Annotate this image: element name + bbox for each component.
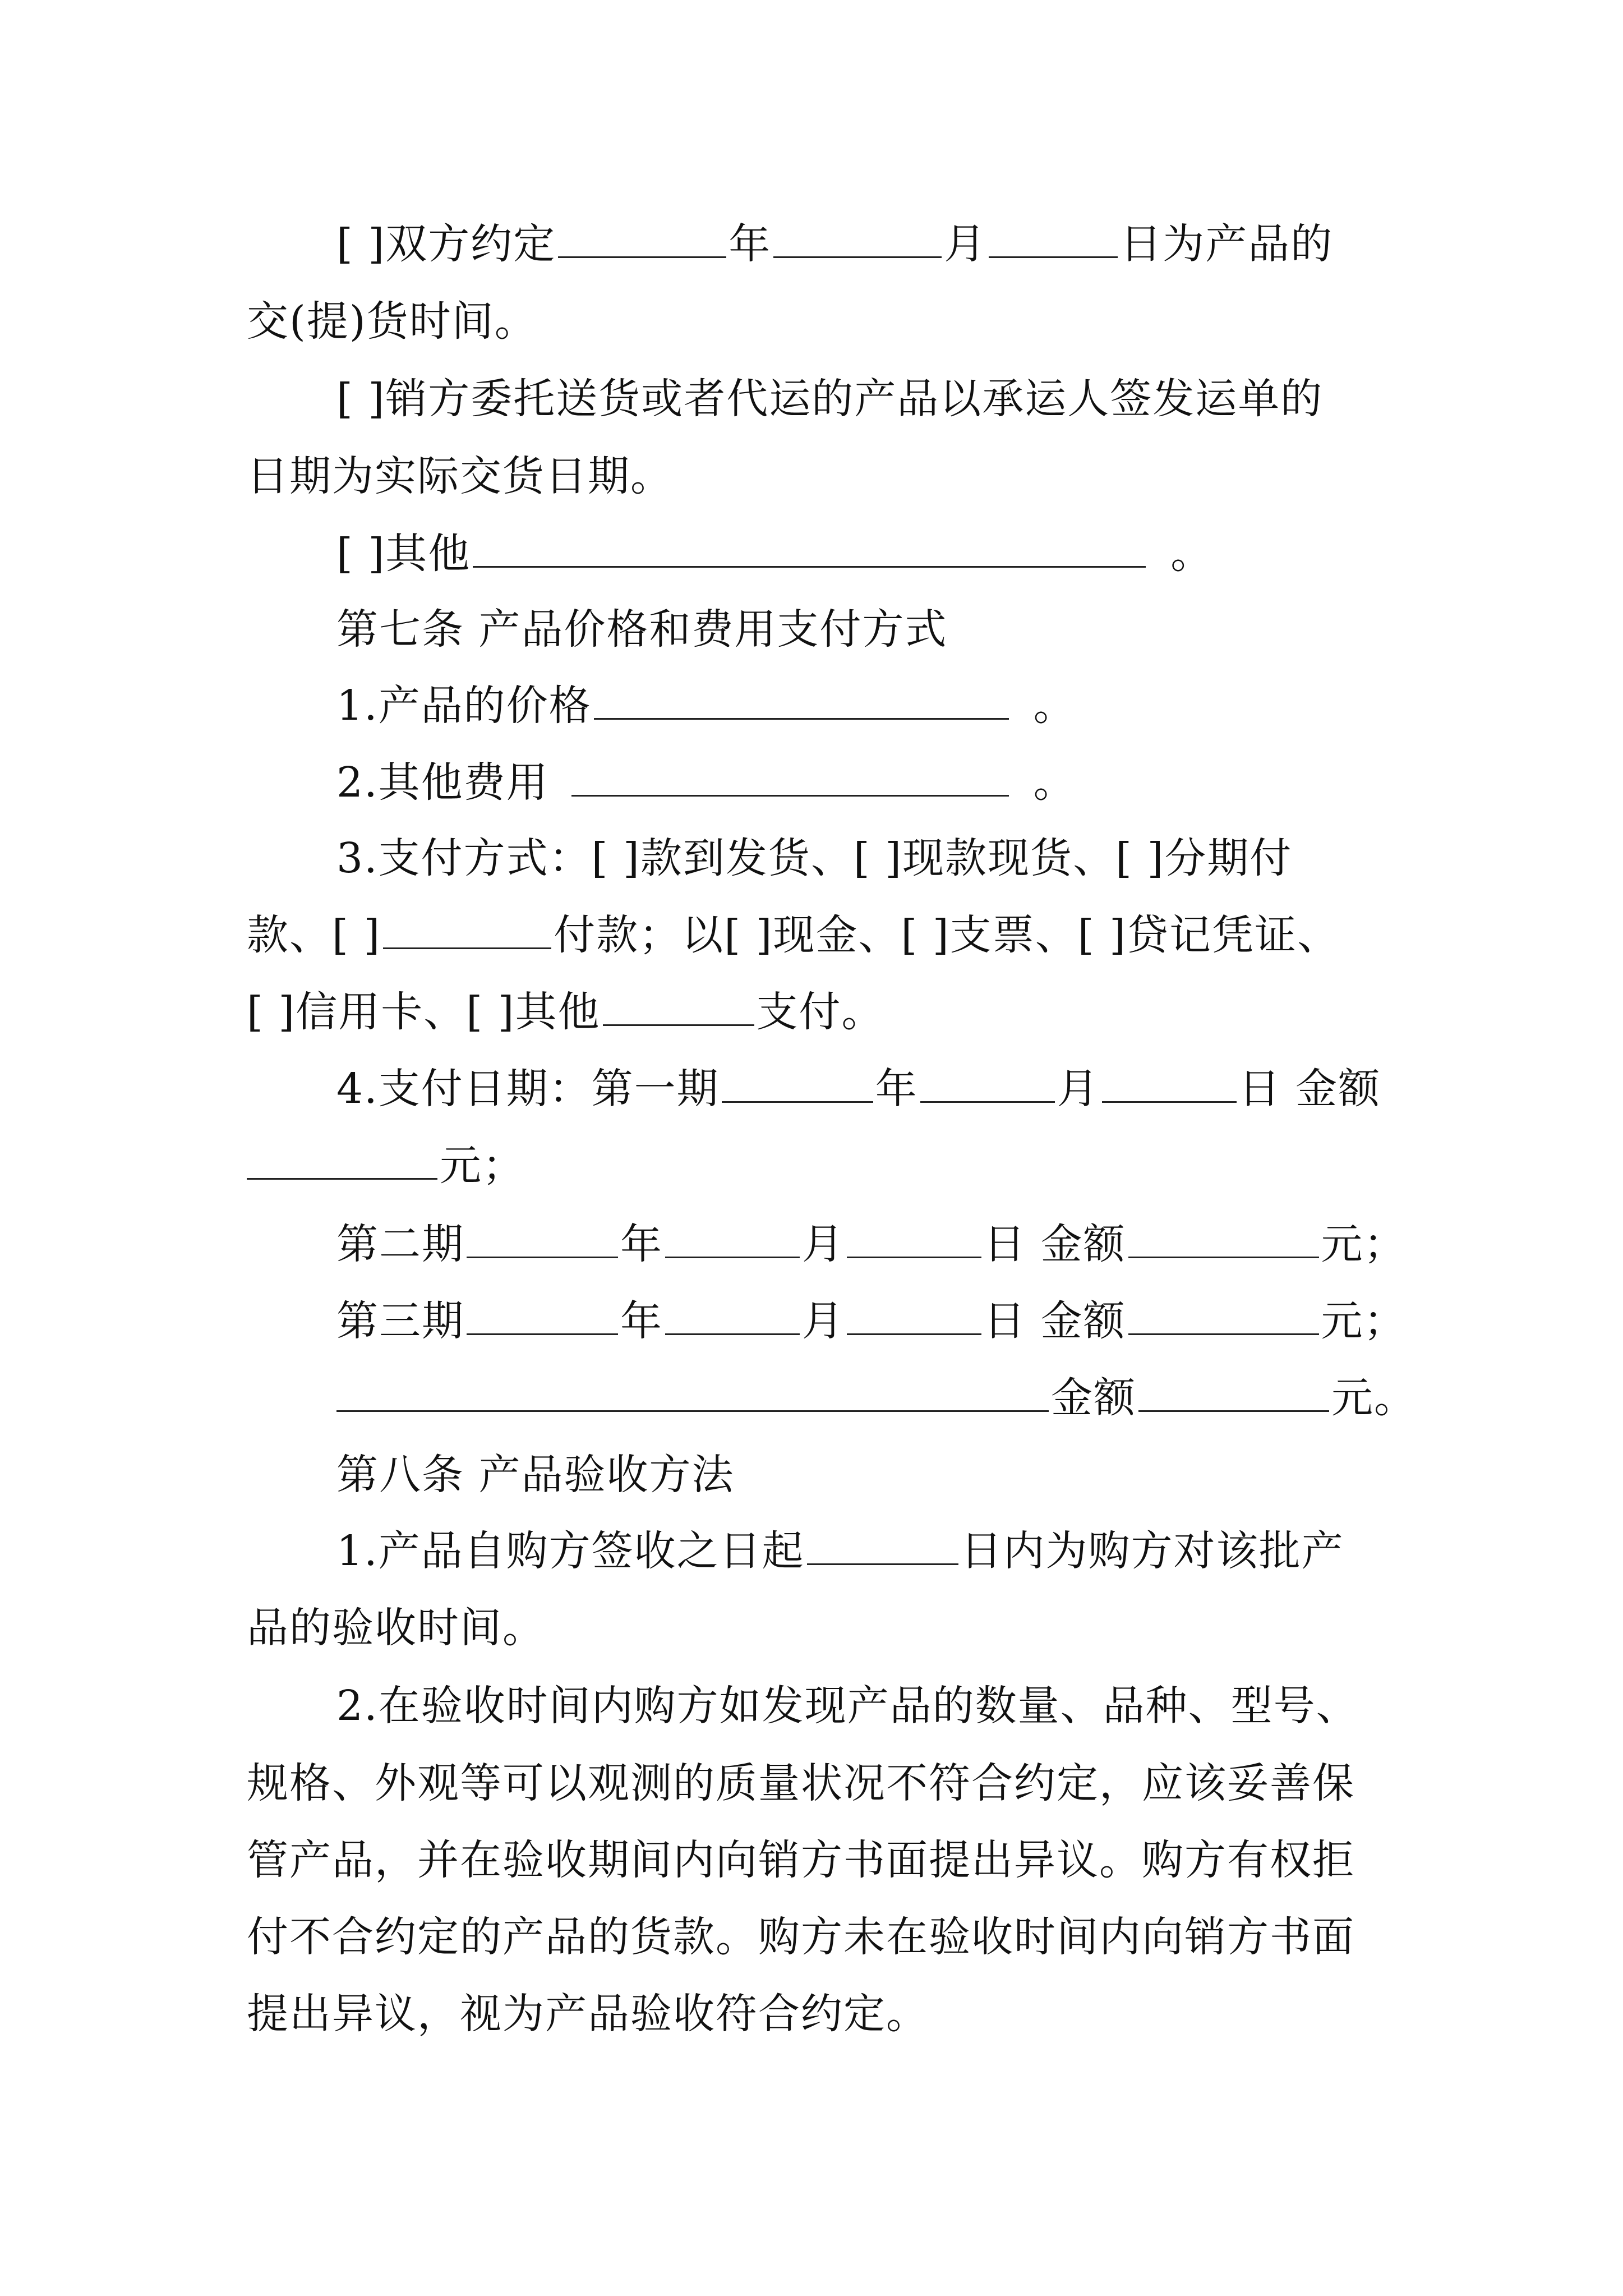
text-segment: [ ]其他 xyxy=(336,530,471,578)
text-segment: 1.产品自购方签收之日起 xyxy=(336,1527,805,1575)
price-line xyxy=(336,678,1413,734)
paragraph-line: [ ]销方委托送货或者代运的产品以承运人签发运单的 xyxy=(336,375,1324,423)
text-segment: 2.其他费用 xyxy=(336,758,549,807)
day-blank[interactable] xyxy=(1102,1061,1237,1103)
amount-line xyxy=(247,1138,1413,1194)
text-segment: 日 金额 xyxy=(984,1220,1126,1268)
text-segment: 月 xyxy=(1057,1065,1100,1113)
text-segment: 月 xyxy=(944,220,987,268)
additional-installment-line xyxy=(336,1370,1417,1426)
month-blank[interactable] xyxy=(665,1293,800,1335)
payment-method-line-2 xyxy=(247,907,1413,963)
text-segment: 元； xyxy=(440,1142,525,1190)
inspection-period-line xyxy=(336,1523,1413,1579)
days-blank[interactable] xyxy=(807,1523,958,1565)
text-segment: 付款；以[ ]现金、[ ]支票、[ ]贷记凭证、 xyxy=(554,911,1340,959)
paragraph-line: 交(提)货时间。 xyxy=(247,297,537,346)
other-option-line xyxy=(336,526,1413,582)
delivery-date-option-line xyxy=(336,216,1413,272)
text-segment: 元； xyxy=(1321,1297,1407,1345)
article-heading: 第七条 产品价格和费用支付方式 xyxy=(336,605,948,654)
text-segment: 日 金额 xyxy=(984,1297,1126,1345)
text-segment: 月 xyxy=(802,1297,845,1345)
text-segment: 款、[ ] xyxy=(247,911,381,959)
text-segment: 年 xyxy=(620,1297,663,1345)
text-segment: 金额 xyxy=(1051,1374,1136,1422)
amount-blank[interactable] xyxy=(1128,1216,1319,1258)
amount-blank[interactable] xyxy=(1138,1370,1329,1412)
text-segment: 第二期 xyxy=(336,1220,464,1268)
text-segment: 。 xyxy=(1170,530,1214,578)
text-segment: 月 xyxy=(802,1220,845,1268)
year-blank[interactable] xyxy=(467,1293,618,1335)
text-segment: 日内为购方对该批产 xyxy=(960,1527,1344,1575)
text-segment: [ ]信用卡、[ ]其他 xyxy=(247,988,601,1036)
other-blank[interactable] xyxy=(473,526,1146,568)
paragraph-line: 规格、外观等可以观测的质量状况不符合约定，应该妥善保 xyxy=(247,1759,1355,1807)
day-blank[interactable] xyxy=(847,1216,981,1258)
other-fee-line xyxy=(336,754,1413,811)
text-segment: 日 金额 xyxy=(1238,1065,1381,1113)
text-segment: 年 xyxy=(728,220,772,268)
day-blank[interactable] xyxy=(989,216,1118,258)
month-blank[interactable] xyxy=(665,1216,800,1258)
text-segment: 4.支付日期：第一期 xyxy=(336,1065,720,1113)
payment-method-line-3 xyxy=(247,984,1413,1040)
text-segment: [ ]双方约定 xyxy=(336,220,556,268)
payment-date-line xyxy=(336,1061,1413,1117)
payment-type-blank[interactable] xyxy=(383,907,551,949)
day-blank[interactable] xyxy=(847,1293,981,1335)
amount-blank[interactable] xyxy=(247,1138,437,1180)
other-fee-blank[interactable] xyxy=(571,754,1009,797)
text-segment: 。 xyxy=(1033,758,1076,807)
year-blank[interactable] xyxy=(558,216,726,258)
month-blank[interactable] xyxy=(920,1061,1055,1103)
text-segment: 日为产品的 xyxy=(1120,220,1334,268)
text-segment: 1.产品的价格 xyxy=(336,682,592,730)
text-segment: 。 xyxy=(1033,682,1076,730)
paragraph-line: 提出异议，视为产品验收符合约定。 xyxy=(247,1990,929,2038)
paragraph-line: 品的验收时间。 xyxy=(247,1604,545,1652)
paragraph-line: 日期为实际交货日期。 xyxy=(247,452,673,500)
second-installment-line xyxy=(336,1216,1413,1272)
paragraph-line: 2.在验收时间内购方如发现产品的数量、品种、型号、 xyxy=(336,1682,1359,1730)
text-segment: 元。 xyxy=(1331,1374,1417,1422)
paragraph-line: 管产品，并在验收期间内向销方书面提出异议。购方有权拒 xyxy=(247,1836,1355,1884)
text-segment: 年 xyxy=(875,1065,918,1113)
payment-other-blank[interactable] xyxy=(603,984,754,1026)
installment-blank[interactable] xyxy=(336,1370,1049,1412)
year-blank[interactable] xyxy=(722,1061,873,1103)
article-heading: 第八条 产品验收方法 xyxy=(336,1451,735,1499)
text-segment: 元； xyxy=(1321,1220,1407,1268)
text-segment: 支付。 xyxy=(756,988,884,1036)
year-blank[interactable] xyxy=(467,1216,618,1258)
text-segment: 年 xyxy=(620,1220,663,1268)
price-blank[interactable] xyxy=(594,678,1009,720)
amount-blank[interactable] xyxy=(1128,1293,1319,1335)
third-installment-line xyxy=(336,1293,1413,1349)
payment-method-line: 3.支付方式：[ ]款到发货、[ ]现款现货、[ ]分期付 xyxy=(336,834,1293,882)
month-blank[interactable] xyxy=(773,216,942,258)
paragraph-line: 付不合约定的产品的货款。购方未在验收时间内向销方书面 xyxy=(247,1913,1355,1961)
text-segment: 第三期 xyxy=(336,1297,464,1345)
